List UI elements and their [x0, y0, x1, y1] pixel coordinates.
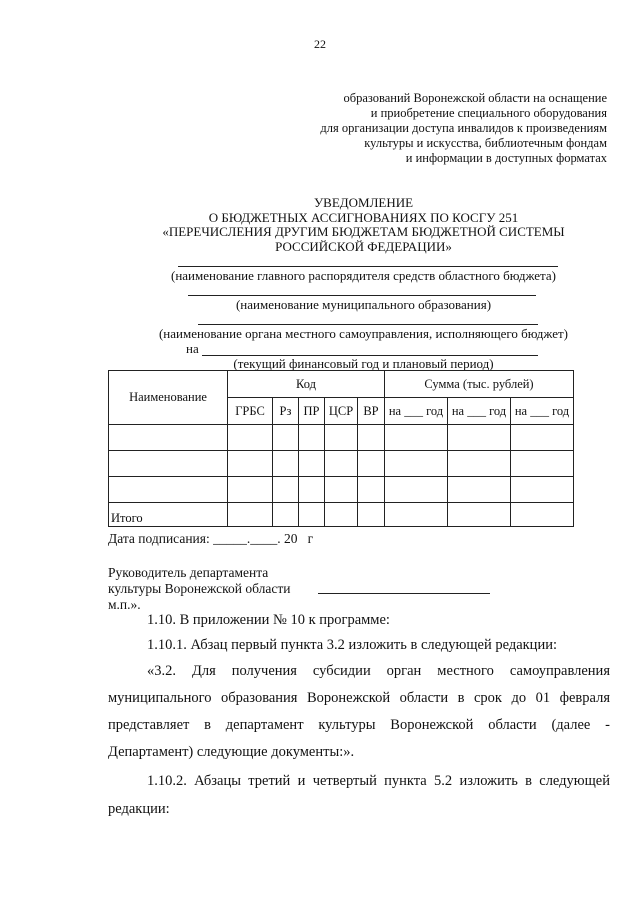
- fill-line-local-authority[interactable]: [198, 324, 538, 325]
- code-header: Код: [228, 371, 385, 398]
- paragraph-1-10-2-cont: редакции:: [108, 801, 170, 817]
- signature-line[interactable]: [318, 593, 490, 594]
- col-pr: ПР: [299, 398, 325, 425]
- col-grbs: ГРБС: [228, 398, 273, 425]
- caption-period: (текущий финансовый год и плановый период): [233, 356, 494, 371]
- paragraph-1-10-2: 1.10.2. Абзацы третий и четвертый пункта 5.2 изложить в следующей: [147, 773, 610, 789]
- fill-line-municipality[interactable]: [188, 295, 536, 296]
- header-line: культуры и искусства, библиотечным фондам: [364, 136, 607, 150]
- quote-line: Департамент) следующие документы:».: [108, 744, 355, 760]
- paragraph-1-10-1: 1.10.1. Абзац первый пункта 3.2 изложить в следующей редакции:: [147, 637, 557, 653]
- quote-line: представляет в департамент культуры Воронежской области (далее -: [108, 717, 610, 733]
- name-header: Наименование: [109, 371, 228, 425]
- title-line: УВЕДОМЛЕНИЕ: [313, 195, 414, 210]
- allocations-table: [108, 370, 574, 527]
- caption-local-authority: (наименование органа местного самоуправления, исполняющего бюджет): [158, 326, 569, 341]
- quote-line: «3.2. Для получения субсидии орган местного самоуправления: [147, 663, 610, 679]
- title-line: РОССИЙСКОЙ ФЕДЕРАЦИИ»: [275, 238, 452, 254]
- page-number: 22: [314, 37, 326, 51]
- header-line: и приобретение специального оборудования: [370, 106, 607, 120]
- col-year-1: на ___ год: [385, 398, 448, 425]
- col-rz: Рз: [273, 398, 299, 425]
- table-row: [109, 451, 574, 477]
- director-title: Руководитель департамента: [108, 565, 269, 580]
- signing-date: Дата подписания: _____.____. 20 г: [108, 531, 314, 546]
- on-label: на: [186, 341, 199, 356]
- title-line: О БЮДЖЕТНЫХ АССИГНОВАНИЯХ ПО КОСГУ 251: [208, 209, 519, 225]
- notice-title: [0, 196, 640, 254]
- table-total-row: [109, 503, 574, 527]
- header-line: для организации доступа инвалидов к произведениям: [320, 121, 607, 135]
- appendix-header: [320, 91, 607, 166]
- header-line: и информации в доступных форматах: [405, 151, 607, 165]
- col-csr: ЦСР: [325, 398, 358, 425]
- caption-municipality: (наименование муниципального образования): [235, 297, 492, 312]
- stamp-mark: м.п.».: [108, 597, 141, 612]
- col-year-3: на ___ год: [511, 398, 574, 425]
- fill-line-main-manager[interactable]: [178, 266, 558, 267]
- paragraph-1-10: 1.10. В приложении № 10 к программе:: [147, 612, 390, 628]
- total-label: Итого: [109, 503, 228, 527]
- director-department: культуры Воронежской области: [108, 581, 291, 596]
- sum-header: Сумма (тыс. рублей): [385, 371, 574, 398]
- col-year-2: на ___ год: [448, 398, 511, 425]
- quote-line: муниципального образования Воронежской области в срок до 01 февраля: [108, 690, 610, 706]
- caption-main-manager: (наименование главного распорядителя средств областного бюджета): [171, 268, 556, 283]
- header-line: образований Воронежской области на оснащение: [343, 91, 607, 105]
- title-line: «ПЕРЕЧИСЛЕНИЯ ДРУГИМ БЮДЖЕТАМ БЮДЖЕТНОЙ СИСТЕМЫ: [162, 224, 565, 239]
- col-vr: ВР: [358, 398, 385, 425]
- signature-block: [108, 565, 290, 613]
- table-header-row: [109, 371, 574, 398]
- table-row: [109, 425, 574, 451]
- table-row: [109, 477, 574, 503]
